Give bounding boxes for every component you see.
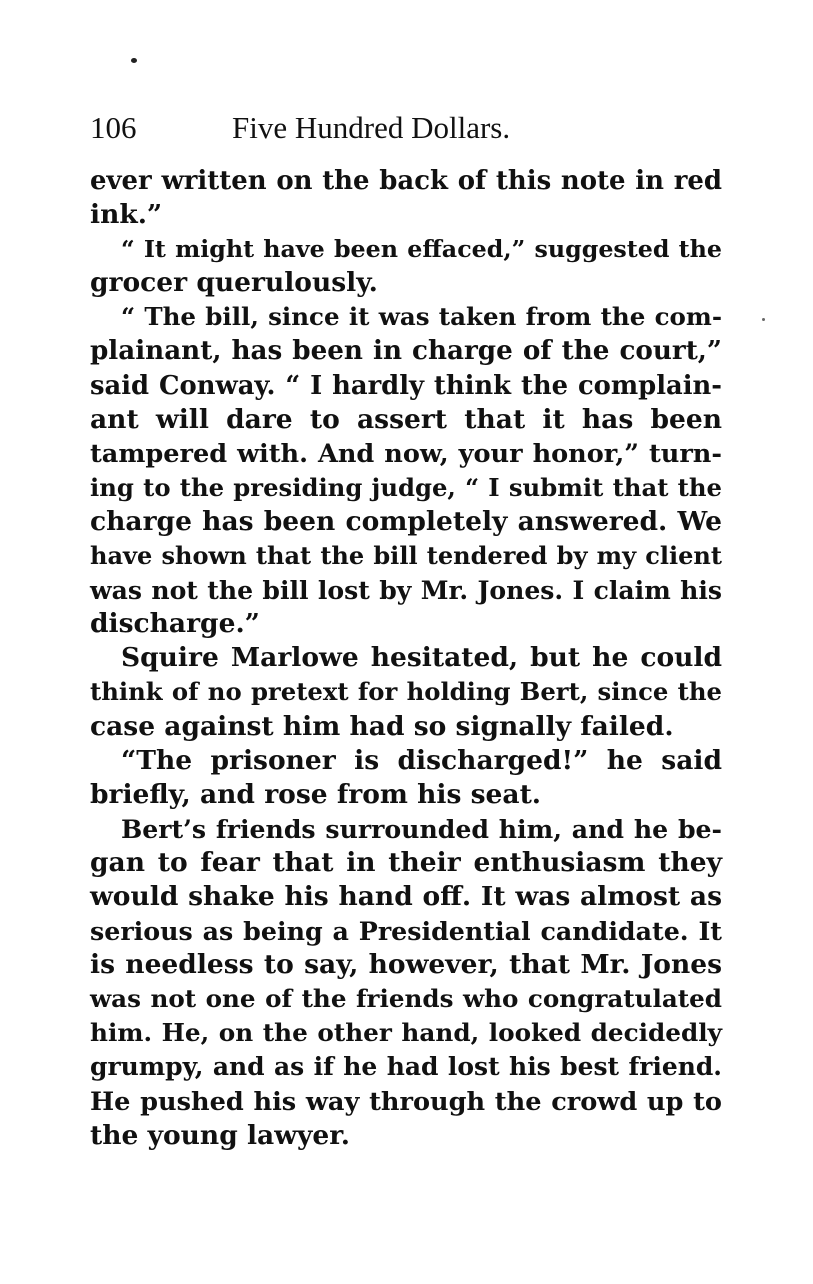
text-line: serious as being a Presidential candidate. It xyxy=(90,916,722,947)
text-line: was not one of the friends who congratulated xyxy=(90,984,722,1014)
text-line: gan to fear that in their enthusiasm they xyxy=(90,846,722,878)
text-line: briefly, and rose from his seat. xyxy=(90,778,542,810)
text-line: ing to the presiding judge, “ I submit that the xyxy=(90,472,722,502)
running-title: Five Hundred Dollars. xyxy=(232,110,511,145)
text-line: him. He, on the other hand, looked decidedly xyxy=(90,1018,722,1048)
page-number: 106 xyxy=(90,110,137,145)
text-line: ink.” xyxy=(90,199,163,231)
text-line: ever written on the back of this note in red xyxy=(90,166,722,196)
text-line: have shown that the bill tendered by my client xyxy=(90,541,722,571)
text-line: tampered with. And now, your honor,” turn- xyxy=(90,438,722,469)
text-line: the young lawyer. xyxy=(90,1119,351,1151)
text-line: grocer querulously. xyxy=(90,267,378,299)
text-line: would shake his hand off. It was almost as xyxy=(90,880,722,912)
text-line: Squire Marlowe hesitated, but he could xyxy=(121,642,722,674)
text-line: ant will dare to assert that it has been xyxy=(90,403,722,435)
text-line: case against him had so signally failed. xyxy=(90,710,674,742)
body-text xyxy=(90,164,722,1153)
ink-speck xyxy=(762,318,765,321)
text-line: “The prisoner is discharged!” he said xyxy=(121,744,722,776)
text-line: was not the bill lost by Mr. Jones. I claim his xyxy=(90,575,722,606)
text-line: “ The bill, since it was taken from the com- xyxy=(121,302,722,332)
ink-speck xyxy=(131,58,137,63)
text-line: charge has been completely answered. We xyxy=(90,505,722,537)
text-line: said Conway. “ I hardly think the complain- xyxy=(90,370,722,401)
text-line: think of no pretext for holding Bert, since the xyxy=(90,677,722,707)
text-line: plainant, has been in charge of the court,” xyxy=(90,335,722,367)
text-line: grumpy, and as if he had lost his best friend. xyxy=(90,1052,722,1082)
page-header xyxy=(90,108,730,148)
text-line: “ It might have been effaced,” suggested the xyxy=(121,235,722,264)
text-line: discharge.” xyxy=(90,608,260,640)
text-line: He pushed his way through the crowd up to xyxy=(90,1086,722,1117)
text-line: is needless to say, however, that Mr. Jones xyxy=(90,949,722,981)
text-line: Bert’s friends surrounded him, and he be- xyxy=(121,813,722,844)
